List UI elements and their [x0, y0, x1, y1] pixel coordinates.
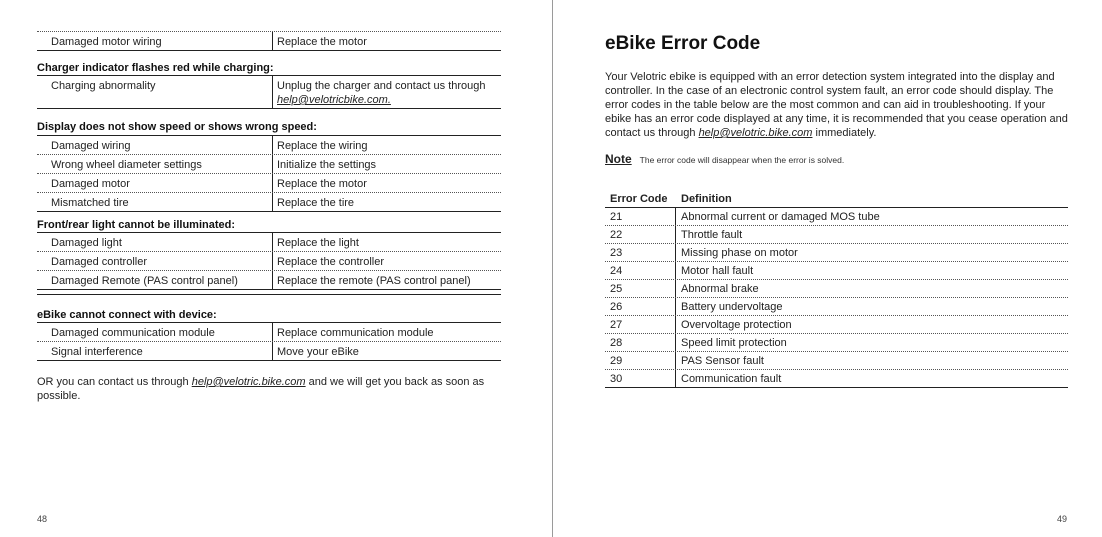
table-row [37, 76, 501, 109]
definition-cell: Motor hall fault [681, 265, 754, 277]
code-cell: 25 [610, 283, 623, 295]
definition-cell: Abnormal brake [681, 283, 759, 295]
solution-cell: Replace the tire [277, 197, 355, 209]
page-number: 48 [37, 514, 48, 524]
table-row [605, 262, 1068, 280]
table-row [37, 32, 501, 51]
problem-cell: Damaged controller [51, 256, 147, 268]
page-number: 49 [1057, 514, 1068, 524]
table-row [37, 252, 501, 271]
intro-text: Your Velotric ebike is equipped with an error detection system integrated into the display and controller. In the case of an electronic control system fault, an error code should display. The error codes in the table below are the most common and can aid in troubleshooting. If your ebike has an error code displayed at any time, it is recommended that you cease operation and contact us through [605, 71, 1068, 139]
table-row [605, 226, 1068, 244]
definition-cell: PAS Sensor fault [681, 355, 764, 367]
contact-text-end: and we will get you back as soon as possible. [37, 376, 485, 402]
code-cell: 21 [610, 211, 623, 223]
table-row [37, 271, 501, 290]
section-table [37, 233, 501, 290]
table-row [37, 136, 501, 155]
solution-cell: Replace the motor [277, 178, 367, 190]
definition-cell: Missing phase on motor [681, 247, 798, 259]
error-code-table [605, 192, 1068, 388]
section-table [37, 76, 501, 109]
solution-cell: Replace communication module [277, 327, 434, 339]
solution-cell [277, 79, 486, 107]
solution-cell: Replace the controller [277, 256, 385, 268]
problem-cell: Damaged wiring [51, 140, 131, 152]
problem-cell: Damaged Remote (PAS control panel) [51, 275, 238, 287]
solution-cell: Move your eBike [277, 346, 359, 358]
code-cell: 22 [610, 229, 623, 241]
problem-cell: Mismatched tire [51, 197, 129, 209]
solution-text: Unplug the charger and contact us through [277, 80, 486, 92]
email-link[interactable]: help@velotricbike.com. [277, 94, 391, 106]
problem-cell: Damaged light [51, 237, 122, 249]
problem-cell: Charging abnormality [51, 80, 156, 92]
problem-cell: Wrong wheel diameter settings [51, 159, 202, 171]
solution-cell: Replace the wiring [277, 140, 368, 152]
code-cell: 30 [610, 373, 623, 385]
problem-cell: Damaged motor wiring [51, 36, 162, 48]
table-row [605, 280, 1068, 298]
section-table [37, 136, 501, 212]
table-row [605, 244, 1068, 262]
solution-cell: Replace the remote (PAS control panel) [277, 275, 471, 287]
section-title: eBike cannot connect with device: [37, 309, 217, 321]
right-page [553, 0, 1102, 537]
table-row [37, 323, 501, 342]
code-cell: 27 [610, 319, 623, 331]
problem-cell: Signal interference [51, 346, 143, 358]
definition-cell: Battery undervoltage [681, 301, 783, 313]
section-title: Front/rear light cannot be illuminated: [37, 219, 236, 231]
table-row [605, 352, 1068, 370]
section-title: Charger indicator flashes red while charging: [37, 62, 274, 74]
contact-text: OR you can contact us through [37, 376, 192, 388]
solution-cell: Replace the light [277, 237, 359, 249]
section-title: Display does not show speed or shows wrong speed: [37, 121, 317, 133]
page-title: eBike Error Code [605, 33, 761, 54]
table-row [37, 155, 501, 174]
table-row [605, 298, 1068, 316]
email-link[interactable]: help@velotric.bike.com [191, 376, 306, 388]
problem-cell: Damaged motor [51, 178, 130, 190]
definition-cell: Abnormal current or damaged MOS tube [681, 211, 880, 223]
header-definition: Definition [681, 193, 732, 205]
code-cell: 26 [610, 301, 623, 313]
code-cell: 28 [610, 337, 623, 349]
problem-cell: Damaged communication module [51, 327, 215, 339]
table-row [37, 233, 501, 252]
header-error-code: Error Code [610, 193, 668, 205]
table-row [605, 316, 1068, 334]
definition-cell: Speed limit protection [681, 337, 787, 349]
note-text: The error code will disappear when the error is solved. [639, 155, 845, 165]
code-cell: 29 [610, 355, 623, 367]
definition-cell: Throttle fault [681, 229, 743, 241]
intro-text-end: immediately. [812, 127, 877, 139]
email-link[interactable]: help@velotric.bike.com [698, 127, 813, 139]
table-row [605, 370, 1068, 388]
note-label: Note [605, 152, 632, 166]
intro-paragraph [605, 70, 1070, 140]
definition-cell: Overvoltage protection [681, 319, 792, 331]
table-header [605, 192, 1068, 208]
table-row [37, 193, 501, 212]
table-row [37, 342, 501, 361]
table-row [605, 208, 1068, 226]
table-row [605, 334, 1068, 352]
top-table [37, 32, 501, 51]
definition-cell: Communication fault [681, 373, 782, 385]
solution-cell: Replace the motor [277, 36, 367, 48]
code-cell: 24 [610, 265, 623, 277]
contact-paragraph [37, 375, 497, 403]
section-table [37, 323, 501, 361]
code-cell: 23 [610, 247, 623, 259]
solution-cell: Initialize the settings [277, 159, 377, 171]
section-divider [37, 294, 501, 295]
note [605, 152, 844, 166]
table-row [37, 174, 501, 193]
